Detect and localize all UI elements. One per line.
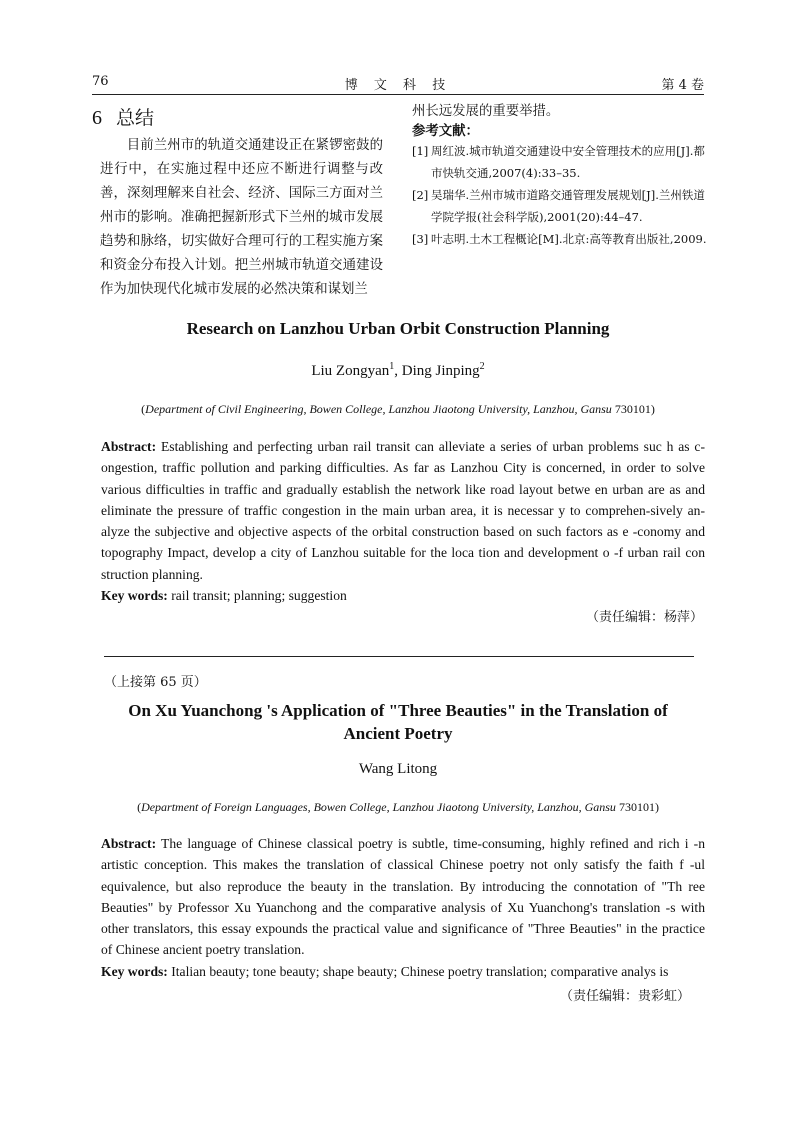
reference-number: [1] xyxy=(412,144,429,158)
author-name: Liu Zongyan xyxy=(311,363,390,379)
author-affiliation-mark: 1 xyxy=(389,361,395,372)
abstract-text: Establishing and perfecting urban rail transit can alleviate a series of urban problems suc h as c-ongestion, traffic pollution and parking difficulties. As far as Lanzhou City is concerned, in order to solve various difficulties in traffic and gradually establish the network like road layout betwe en urban are as and eliminate the pressure of traffic congestion in the main urban area, it is necessar y to comprehen-sively an-alyze the subjective and objective aspects of the orbital construction based on such factors as e -conomy and topography Impact, develop a city of Lanzhou suitable for the loca tion and development o -f urban rail con struction planning. xyxy=(101,439,705,582)
reference-number: [3] xyxy=(412,232,429,246)
journal-name: 博 文 科 技 xyxy=(344,78,452,93)
section-title: 总结 xyxy=(116,107,155,129)
reference-text: 吴瑞华.兰州市城市道路交通管理发展规划[J].兰州铁道学院学报(社会科学版),2001(20):44–47. xyxy=(431,188,705,224)
postcode: 730101 xyxy=(614,402,651,416)
article2-abstract xyxy=(101,833,705,982)
article2-title xyxy=(92,699,704,745)
postcode: 730101 xyxy=(618,800,655,814)
article1-abstract xyxy=(101,436,705,606)
reference-text: 周红波.城市轨道交通建设中安全管理技术的应用[J].都市快轨交通,2007(4):33–35. xyxy=(431,144,705,180)
volume-label: 第 4 卷 xyxy=(661,78,704,93)
keywords-text: Italian beauty; tone beauty; shape beauty; Chinese poetry translation; comparative analys is xyxy=(171,963,669,979)
running-header xyxy=(92,74,704,95)
article1-title: Research on Lanzhou Urban Orbit Construction Planning xyxy=(186,319,610,338)
section-number: 6 xyxy=(92,107,102,129)
article2-title-line2: Ancient Poetry xyxy=(343,724,453,743)
reference-list xyxy=(412,140,708,250)
article2-author: Wang Litong xyxy=(358,761,438,777)
affiliation-text: Department of Civil Engineering, Bowen College, Lanzhou Jiaotong University, Lanzhou, Gansu xyxy=(145,402,612,416)
affiliation-text: Department of Foreign Languages, Bowen College, Lanzhou Jiaotong University, Lanzhou, Gansu xyxy=(141,800,616,814)
reference-number: [2] xyxy=(412,188,429,202)
abstract-text: The language of Chinese classical poetry is subtle, time-consuming, highly refined and rich i -n artistic conception. This makes the translation of classical Chinese poetry not only satisfy the faith f -ul equivalence, but also reproduce the beauty in the translation. By introducing the connotation of "Th ree Beauties" by Professor Xu Yuanchong and the comparative analysis of Xu Yuanchong's translation -s with other translators, this essay expounds the practical value and significance of "Three Beauties" in the practice of Chinese ancient poetry translation. xyxy=(101,836,705,958)
conclusion-column xyxy=(100,134,383,302)
article2-editor-note: （责任编辑：贵彩虹） xyxy=(560,989,691,1004)
conclusion-continuation: 州长远发展的重要举措。 xyxy=(412,104,560,119)
keywords-text: rail transit; planning; suggestion xyxy=(171,588,347,604)
article1-affiliation: (Department of Civil Engineering, Bowen College, Lanzhou Jiaotong University, Lanzhou, Gansu 730101) xyxy=(141,402,655,416)
abstract-label: Abstract: xyxy=(101,439,157,454)
author-name: Ding Jinping xyxy=(401,363,480,379)
page-number: 76 xyxy=(92,74,109,89)
section-heading xyxy=(92,103,154,130)
references-heading: 参考文献： xyxy=(412,124,479,139)
reference-item xyxy=(412,140,708,184)
article2-affiliation: (Department of Foreign Languages, Bowen College, Lanzhou Jiaotong University, Lanzhou, Gansu 730101) xyxy=(137,800,659,814)
author-affiliation-mark: 2 xyxy=(479,361,485,372)
continued-from-note: （上接第 65 页） xyxy=(104,675,207,690)
reference-item xyxy=(412,184,708,228)
article1-editor-note: （责任编辑：杨萍） xyxy=(586,610,704,625)
author-separator: , xyxy=(394,363,402,379)
keywords-label: Key words: xyxy=(101,588,168,604)
reference-text: 叶志明.土木工程概论[M].北京:高等教育出版社,2009. xyxy=(431,232,707,246)
section-divider xyxy=(104,656,694,657)
article1-authors xyxy=(92,361,704,380)
reference-item xyxy=(412,228,708,250)
keywords-label: Key words: xyxy=(101,963,168,979)
conclusion-paragraph: 目前兰州市的轨道交通建设正在紧锣密鼓的进行中，在实施过程中还应不断进行调整与改善，深刻理解来自社会、经济、国际三方面对兰州市的影响。准确把握新形式下兰州的城市发展趋势和脉络，切实做好合理可行的工程实施方案和资金分布投入计划。把兰州城市轨道交通建设作为加快现代化城市发展的必然决策和谋划兰 xyxy=(100,138,383,297)
abstract-label: Abstract: xyxy=(101,836,157,851)
article2-title-line1: On Xu Yuanchong 's Application of "Three Beauties" in the Translation of xyxy=(128,701,668,720)
